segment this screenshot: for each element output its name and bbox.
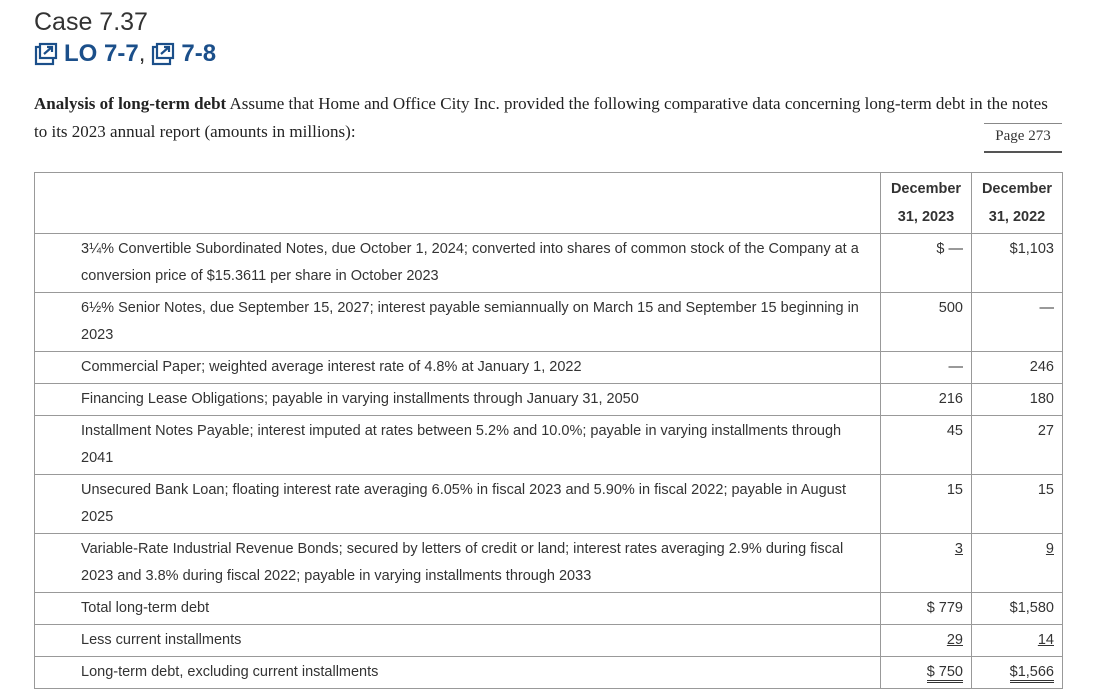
value-2023: 29 xyxy=(946,632,963,648)
table-row xyxy=(35,293,1063,352)
value-2022: 27 xyxy=(972,416,1063,475)
table-row xyxy=(35,416,1063,475)
table-row xyxy=(35,534,1063,593)
value-2022-cell xyxy=(972,657,1063,689)
case-title: Case 7.37 xyxy=(34,8,148,36)
value-2022-cell xyxy=(972,625,1063,657)
lo-separator: , xyxy=(138,40,146,67)
value-2023: 3 xyxy=(954,541,963,557)
value-2022: 246 xyxy=(972,352,1063,384)
value-2022: $1,566 xyxy=(1010,664,1054,683)
table-row xyxy=(35,352,1063,384)
table-row xyxy=(35,593,1063,625)
lo-link-1[interactable]: LO 7-7 xyxy=(64,40,139,67)
row-label: Total long-term debt xyxy=(35,593,881,625)
long-term-debt-table xyxy=(34,172,1063,689)
row-label: Variable-Rate Industrial Revenue Bonds; secured by letters of credit or land; interest rates averaging 2.9% during fiscal 2023 and 3.8% during fiscal 2022; payable in varying installments through 2033 xyxy=(35,534,881,593)
value-2022: 14 xyxy=(1037,632,1054,648)
value-2023: 216 xyxy=(881,384,972,416)
value-2022: — xyxy=(972,293,1063,352)
value-2022-cell xyxy=(972,534,1063,593)
value-2023-cell xyxy=(881,625,972,657)
lo-link-2[interactable]: 7-8 xyxy=(181,40,217,67)
table-row xyxy=(35,475,1063,534)
value-2023: 45 xyxy=(881,416,972,475)
external-link-icon[interactable] xyxy=(34,42,58,66)
intro-paragraph xyxy=(34,90,1064,146)
header-2022: December 31, 2022 xyxy=(972,173,1063,234)
row-label: Long-term debt, excluding current installments xyxy=(35,657,881,689)
external-link-icon[interactable] xyxy=(151,42,175,66)
learning-objectives xyxy=(34,40,216,68)
value-2023: $ — xyxy=(881,234,972,293)
value-2022: $1,103 xyxy=(972,234,1063,293)
value-2022: 180 xyxy=(972,384,1063,416)
value-2022: $1,580 xyxy=(972,593,1063,625)
page-marker: Page 273 xyxy=(984,123,1062,153)
value-2022: 15 xyxy=(972,475,1063,534)
row-label: 3¼% Convertible Subordinated Notes, due October 1, 2024; converted into shares of common stock of the Company at a conversion price of $15.3611 per share in October 2023 xyxy=(35,234,881,293)
value-2022: 9 xyxy=(1045,541,1054,557)
row-label: 6½% Senior Notes, due September 15, 2027; interest payable semiannually on March 15 and September 15 beginning in 2023 xyxy=(35,293,881,352)
intro-heading: Analysis of long-term debt xyxy=(34,94,227,113)
value-2023: 15 xyxy=(881,475,972,534)
value-2023-cell xyxy=(881,534,972,593)
value-2023: — xyxy=(881,352,972,384)
row-label: Commercial Paper; weighted average interest rate of 4.8% at January 1, 2022 xyxy=(35,352,881,384)
row-label: Unsecured Bank Loan; floating interest rate averaging 6.05% in fiscal 2023 and 5.90% in fiscal 2022; payable in August 2025 xyxy=(35,475,881,534)
table-header-row xyxy=(35,173,1063,234)
header-description xyxy=(35,173,881,234)
table-row xyxy=(35,234,1063,293)
row-label: Financing Lease Obligations; payable in varying installments through January 31, 2050 xyxy=(35,384,881,416)
table-row xyxy=(35,625,1063,657)
value-2023-cell xyxy=(881,657,972,689)
table-row xyxy=(35,657,1063,689)
row-label: Less current installments xyxy=(35,625,881,657)
intro-text: Assume that Home and Office City Inc. provided the following comparative data concerning long-term debt in the notes to its 2023 annual report (amounts in millions): xyxy=(34,94,1048,141)
table-row xyxy=(35,384,1063,416)
value-2023: $ 750 xyxy=(927,664,963,683)
header-2023: December 31, 2023 xyxy=(881,173,972,234)
row-label: Installment Notes Payable; interest imputed at rates between 5.2% and 10.0%; payable in varying installments through 2041 xyxy=(35,416,881,475)
value-2023: $ 779 xyxy=(881,593,972,625)
value-2023: 500 xyxy=(881,293,972,352)
